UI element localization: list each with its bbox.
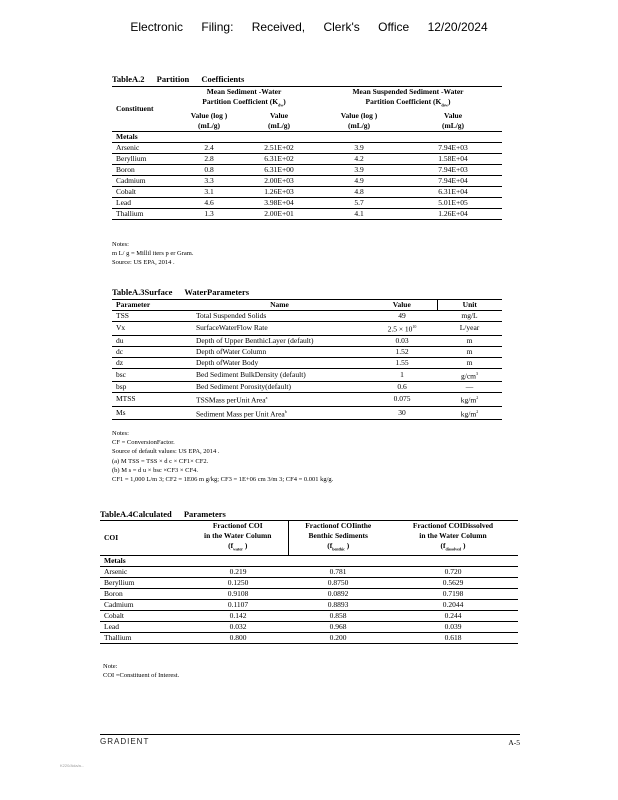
header-word: 12/20/2024 bbox=[427, 20, 488, 34]
col-fbenthic-line2: Benthic Sediments bbox=[288, 531, 388, 541]
col-fwater-symbol: ($f_{water}$ ) bbox=[228, 541, 248, 552]
page-number: A-5 bbox=[508, 738, 520, 747]
col-log-value: Value (log ) bbox=[340, 110, 378, 120]
filing-header bbox=[0, 20, 618, 34]
table-row: Arsenic 0.219 0.781 0.720 bbox=[100, 566, 518, 577]
note-line: COI =Constituent of Interest. bbox=[103, 672, 180, 680]
table-a4-caption bbox=[100, 509, 236, 519]
note-line: Notes: bbox=[112, 241, 129, 248]
col-unit: Unit bbox=[437, 300, 502, 311]
footer-file-id: K220/Ada/a... bbox=[60, 763, 85, 768]
table-row: Cadmium 3.3 2.00E+03 4.9 7.94E+04 bbox=[112, 175, 502, 186]
col-name: Name bbox=[270, 300, 289, 309]
caption-label: TableA.3Surface bbox=[112, 287, 173, 297]
table-row: Lead 0.032 0.968 0.039 bbox=[100, 621, 518, 632]
table-row: Beryllium 2.8 6.31E+02 4.2 1.58E+04 bbox=[112, 153, 502, 164]
col-units: (mL/g) bbox=[441, 120, 465, 130]
note-line: (a) M TSS = TSS × d c × CF1× CF2. bbox=[112, 457, 209, 465]
table-a3-notes bbox=[112, 429, 333, 484]
caption-text: Parameters bbox=[183, 509, 226, 519]
table-row: Arsenic 2.4 2.51E+02 3.9 7.94E+03 bbox=[112, 142, 502, 153]
col-fdissolved-line2: in the Water Column bbox=[419, 531, 487, 540]
table-row: dc Depth ofWater Column 1.52 m bbox=[112, 346, 502, 357]
table-a2 bbox=[112, 86, 502, 220]
col-fbenthic-symbol: ($f_{benthic}$ ) bbox=[288, 541, 388, 555]
table-row: Beryllium 0.1250 0.8750 0.5629 bbox=[100, 577, 518, 588]
table-row: bsc Bed Sediment BulkDensity (default) 1 $g/cm^3$ bbox=[112, 368, 502, 382]
gradient-logo: GRADIENT bbox=[100, 737, 150, 746]
table-a2-caption bbox=[112, 74, 254, 84]
note-line: (b) M s = d u × bsc ×CF3 × CF4. bbox=[112, 466, 198, 474]
table-row: bsp Bed Sediment Porosity(default) 0.6 — bbox=[112, 382, 502, 393]
table-a3 bbox=[112, 299, 502, 420]
table-row: Boron 0.9108 0.0892 0.7198 bbox=[100, 588, 518, 599]
note-line: Notes: bbox=[112, 430, 129, 437]
caption-label: TableA.4Calculated bbox=[100, 509, 172, 519]
table-row: Ms Sediment Mass per Unit Area$^b$ 30 $kg/m^2$ bbox=[112, 406, 502, 420]
table-row: Thallium 0.800 0.200 0.618 bbox=[100, 632, 518, 643]
table-row: Boron 0.8 6.31E+00 3.9 7.94E+03 bbox=[112, 164, 502, 175]
table-a2-notes bbox=[112, 240, 193, 268]
caption-text: Coefficients bbox=[201, 74, 245, 84]
caption-text: WaterParameters bbox=[184, 287, 250, 297]
table-row: Lead 4.6 3.98E+04 5.7 5.01E+05 bbox=[112, 197, 502, 208]
col-value: Value bbox=[443, 110, 463, 120]
table-row: Thallium 1.3 2.00E+01 4.1 1.26E+04 bbox=[112, 208, 502, 219]
header-word: Filing: bbox=[201, 20, 234, 34]
col-sed-water-line2: Partition Coefficient $(K_{dw})$ bbox=[202, 97, 286, 108]
table-row: Cobalt 3.1 1.26E+03 4.8 6.31E+04 bbox=[112, 186, 502, 197]
col-fdissolved-symbol: ($f_{dissolved}$ ) bbox=[440, 541, 466, 552]
col-fdissolved-line1: Fractionof COIDissolved bbox=[412, 521, 494, 530]
group-metals: Metals bbox=[104, 555, 126, 565]
col-fwater-line1: Fractionof COI bbox=[212, 521, 263, 530]
col-units: (mL/g) bbox=[347, 120, 371, 130]
table-a4-notes bbox=[103, 662, 179, 680]
header-word: Received, bbox=[251, 20, 306, 34]
group-metals: Metals bbox=[116, 131, 138, 141]
header-word: Electronic bbox=[130, 20, 184, 34]
col-units: (mL/g) bbox=[267, 120, 291, 130]
caption-label: TableA.2 bbox=[112, 74, 145, 84]
table-row: Cobalt 0.142 0.858 0.244 bbox=[100, 610, 518, 621]
col-log-value: Value (log ) bbox=[190, 110, 228, 120]
header-word: Clerk's bbox=[323, 20, 360, 34]
table-row: TSS Total Suspended Solids 49 mg/L bbox=[112, 311, 502, 322]
note-line: CF = ConversionFactor. bbox=[112, 439, 175, 447]
col-value: Value bbox=[269, 110, 289, 120]
table-a4 bbox=[100, 520, 518, 644]
note-line: Source of default values: US EPA, 2014 . bbox=[112, 448, 220, 456]
col-units: (mL/g) bbox=[197, 120, 221, 130]
header-word: Office bbox=[378, 20, 410, 34]
note-line: m L/ g = Millil iters p er Gram. bbox=[112, 250, 194, 258]
note-line: CF1 = 1,000 L/m 3; CF2 = 1E06 m g/kg; CF3 = 1E+06 cm 3/m 3; CF4 = 0.001 kg/g. bbox=[112, 476, 334, 484]
table-row: du Depth of Upper BenthicLayer (default) 0.03 m bbox=[112, 335, 502, 346]
col-value: Value bbox=[392, 300, 411, 309]
col-fbenthic-line1: Fractionof COIinthe bbox=[288, 521, 388, 532]
col-constituent: Constituent bbox=[116, 103, 154, 113]
note-line: Note: bbox=[103, 663, 118, 670]
col-coi: COI bbox=[104, 532, 119, 542]
table-row: Vx SurfaceWaterFlow Rate $2.5 \times 10^{10}$ L/year bbox=[112, 322, 502, 336]
caption-text: Partition bbox=[156, 74, 190, 84]
col-susp-line2: Partition Coefficient $(K_{dsw})$ bbox=[365, 97, 451, 108]
col-sed-water-line1: Mean Sediment -Water bbox=[206, 87, 282, 96]
col-parameter: Parameter bbox=[116, 300, 151, 309]
table-row: MTSS TSSMass perUnit Area$^a$ 0.075 $kg/m^2$ bbox=[112, 393, 502, 407]
col-fwater-line2: in the Water Column bbox=[204, 531, 272, 540]
table-row: dz Depth ofWater Body 1.55 m bbox=[112, 357, 502, 368]
table-row: Cadmium 0.1107 0.8893 0.2044 bbox=[100, 599, 518, 610]
note-line: Source: US EPA, 2014 . bbox=[112, 259, 175, 267]
col-susp-line1: Mean Suspended Sediment -Water bbox=[352, 87, 464, 96]
table-a3-caption bbox=[112, 287, 259, 297]
footer-rule bbox=[100, 734, 520, 735]
